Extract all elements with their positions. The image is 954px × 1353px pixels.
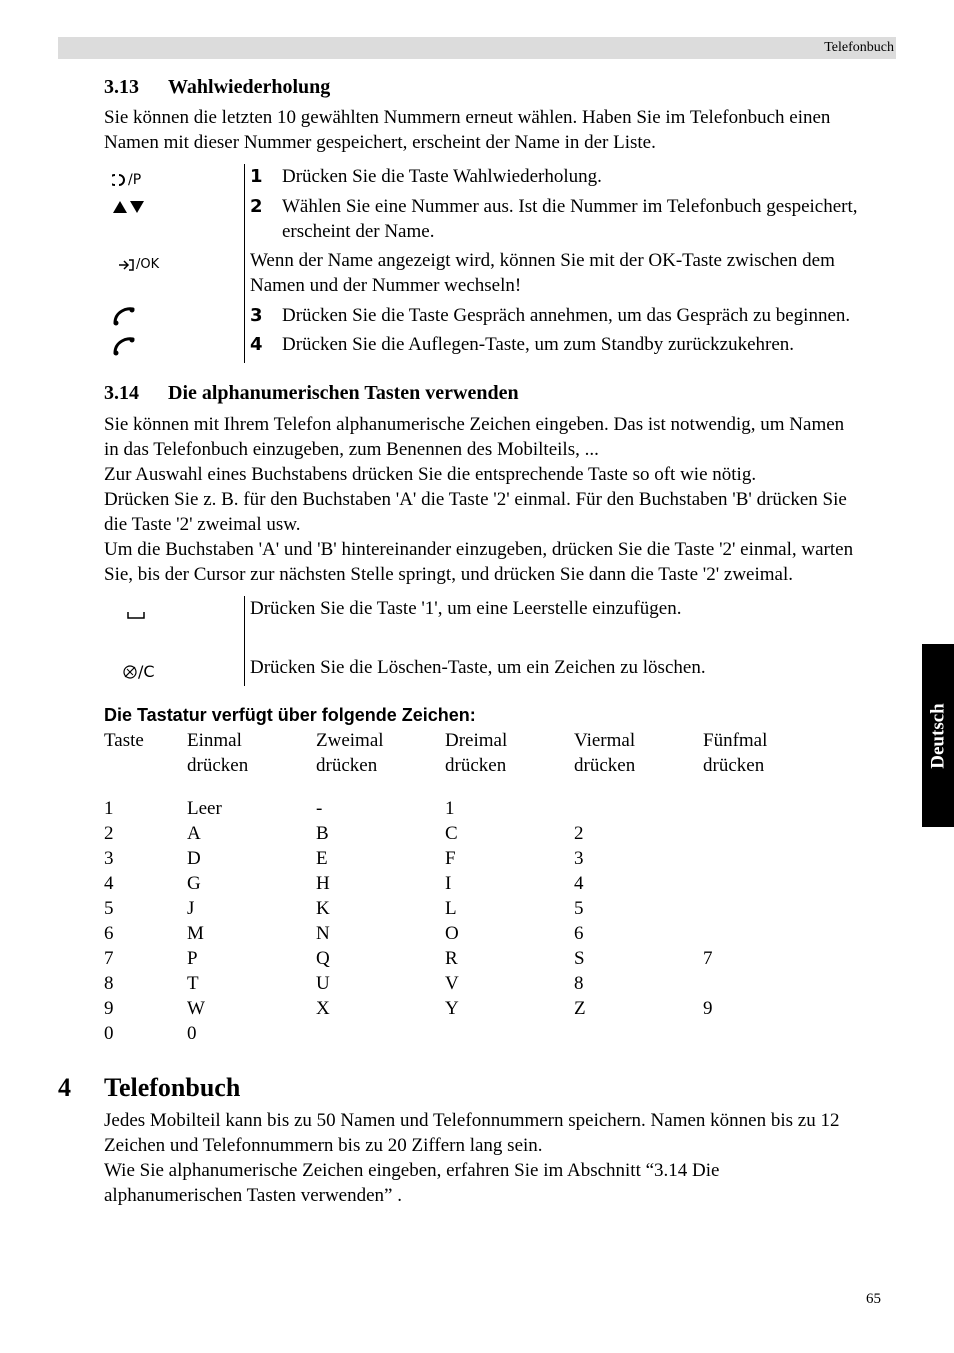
table-cell: J [187, 898, 195, 919]
table-header: Viermal [574, 730, 636, 751]
table-cell: Y [445, 998, 459, 1019]
space-key [126, 608, 146, 620]
table-cell: 8 [574, 973, 584, 994]
table-cell: 7 [703, 948, 713, 969]
keypad-table-title: Die Tastatur verfügt über folgende Zeichen: [104, 705, 476, 725]
table-cell: 1 [104, 798, 114, 819]
chapter-4-title: Telefonbuch [104, 1073, 241, 1102]
table-header: drücken [445, 755, 507, 776]
step-body [282, 303, 850, 328]
table-cell: 2 [104, 823, 114, 844]
intro-line: Drücken Sie z. B. für den Buchstaben 'A' die Taste '2' einmal. Für den Buchstaben 'B' drücken Sie [104, 489, 847, 510]
table-cell: I [445, 873, 452, 894]
ok-note [250, 248, 835, 298]
table-cell: 0 [104, 1023, 114, 1044]
ok-key-label: /OK [136, 257, 160, 272]
intro-line: in das Telefonbuch einzugeben, zum Benennen des Mobilteils, ... [104, 439, 599, 460]
navigation-keys [112, 198, 146, 214]
call-key [112, 306, 136, 326]
table-cell: 2 [574, 823, 584, 844]
intro-line: die Taste '2' zweimal usw. [104, 514, 301, 535]
table-cell: S [574, 948, 585, 969]
table-cell: 4 [104, 873, 114, 894]
language-tab [922, 644, 954, 827]
table-cell: E [316, 848, 328, 869]
redial-key [112, 170, 141, 193]
table-header: drücken [187, 755, 249, 776]
language-tab-label: Deutsch [927, 702, 949, 769]
step-body [282, 164, 602, 189]
running-header [58, 37, 896, 59]
step-number: 1 [250, 166, 263, 187]
step-line: Drücken Sie die Taste Gespräch annehmen, um das Gespräch zu beginnen. [282, 305, 851, 326]
body-line: Zeichen und Telefonnummern bis zu 20 Ziffern lang sein. [104, 1135, 543, 1156]
up-down-arrows-icon [112, 198, 146, 214]
table-header: Dreimal [445, 730, 508, 751]
table-cell: 7 [104, 948, 114, 969]
table-header: drücken [316, 755, 378, 776]
note-line: Namen und der Nummer wechseln! [250, 275, 522, 296]
table-cell: 3 [104, 848, 114, 869]
section-313-intro [104, 105, 896, 155]
intro-line: Sie können die letzten 10 gewählten Nummern erneut wählen. Haben Sie im Telefonbuch einen [104, 107, 831, 128]
step-line: Drücken Sie die Auflegen-Taste, um zum Standby zurückzukehren. [282, 334, 795, 355]
table-cell: 5 [574, 898, 584, 919]
phone-pickup-icon [112, 306, 136, 326]
space-action: Drücken Sie die Taste '1', um eine Leerstelle einzufügen. [250, 598, 682, 619]
table-cell: X [316, 998, 330, 1019]
table-cell: 1 [445, 798, 455, 819]
section-314-title: Die alphanumerischen Tasten verwenden [168, 382, 519, 404]
step-line: Wählen Sie eine Nummer aus. Ist die Nummer im Telefonbuch gespeichert, [282, 196, 858, 217]
delete-icon [122, 664, 138, 680]
table-cell: 4 [574, 873, 584, 894]
body-line: Wie Sie alphanumerische Zeichen eingeben, erfahren Sie im Abschnitt “3.14 Die [104, 1160, 720, 1181]
step-body [282, 332, 794, 357]
step-body [282, 194, 858, 244]
step-line: Drücken Sie die Taste Wahlwiederholung. [282, 166, 602, 187]
intro-line: Sie können mit Ihrem Telefon alphanumerische Zeichen eingeben. Das ist notwendig, um Namen [104, 414, 845, 435]
table-cell: H [316, 873, 330, 894]
table-cell: O [445, 923, 459, 944]
table-cell: Z [574, 998, 586, 1019]
table-cell: K [316, 898, 330, 919]
table-cell: 9 [104, 998, 114, 1019]
space-icon [126, 608, 146, 620]
redial-icon [112, 173, 128, 187]
intro-line: Zur Auswahl eines Buchstabens drücken Sie die entsprechende Taste so oft wie nötig. [104, 464, 757, 485]
intro-line: Namen mit dieser Nummer gespeichert, erscheint der Name in der Liste. [104, 132, 656, 153]
key-actions [104, 596, 896, 686]
table-header: Einmal [187, 730, 242, 751]
delete-key-label: /C [138, 662, 155, 681]
table-cell: Leer [187, 798, 222, 819]
section-314-intro [104, 412, 896, 587]
table-cell: F [445, 848, 456, 869]
section-314-heading [104, 380, 519, 406]
enter-arrow-icon [118, 258, 136, 272]
table-header: Fünfmal [703, 730, 768, 751]
table-cell: 6 [104, 923, 114, 944]
table-header: drücken [574, 755, 636, 776]
section-313-title: Wahlwiederholung [168, 76, 331, 98]
step-number: 2 [250, 196, 263, 217]
phone-hangup-icon [112, 336, 136, 356]
note-line: Wenn der Name angezeigt wird, können Sie mit der OK-Taste zwischen dem [250, 250, 835, 271]
table-cell: 8 [104, 973, 114, 994]
table-cell: W [187, 998, 205, 1019]
step-line: erscheint der Name. [282, 221, 435, 242]
header-title: Telefonbuch [824, 40, 894, 55]
table-header: Zweimal [316, 730, 384, 751]
intro-line: Um die Buchstaben 'A' und 'B' hintereinander einzugeben, drücken Sie die Taste '2' einmal, warten [104, 539, 854, 560]
divider-line [244, 596, 245, 686]
table-cell: A [187, 823, 201, 844]
chapter-4-body [104, 1108, 896, 1208]
table-cell: Q [316, 948, 330, 969]
chapter-4-heading [58, 1072, 240, 1104]
table-cell: 6 [574, 923, 584, 944]
redial-key-label: /P [128, 172, 142, 188]
table-cell: V [445, 973, 459, 994]
section-313-number: 3.13 [104, 76, 139, 98]
intro-line: Sie, bis der Cursor zur nächsten Stelle springt, und drücken Sie dann die Taste '2' zweimal. [104, 564, 794, 585]
table-cell: B [316, 823, 329, 844]
table-cell: R [445, 948, 458, 969]
table-cell: P [187, 948, 198, 969]
hangup-key [112, 336, 136, 356]
table-cell: U [316, 973, 330, 994]
step-number: 3 [250, 305, 263, 326]
table-cell: - [316, 798, 323, 819]
table-cell: T [187, 973, 199, 994]
page-number: 65 [866, 1291, 881, 1307]
chapter-4-number: 4 [58, 1073, 71, 1102]
ok-key [118, 255, 159, 279]
table-cell: 3 [574, 848, 584, 869]
table-cell: G [187, 873, 201, 894]
delete-key [122, 662, 155, 685]
table-cell: M [187, 923, 204, 944]
redial-steps [104, 164, 896, 363]
section-314-number: 3.14 [104, 382, 139, 404]
table-cell: 9 [703, 998, 713, 1019]
divider-line [244, 164, 245, 363]
body-line: alphanumerischen Tasten verwenden” . [104, 1185, 402, 1206]
body-line: Jedes Mobilteil kann bis zu 50 Namen und Telefonnummern speichern. Namen können bis zu 12 [104, 1110, 840, 1131]
table-cell: D [187, 848, 201, 869]
table-header: Taste [104, 730, 144, 751]
table-cell: 0 [187, 1023, 197, 1044]
section-313-heading [104, 74, 330, 100]
table-cell: L [445, 898, 457, 919]
table-header: drücken [703, 755, 765, 776]
delete-action: Drücken Sie die Löschen-Taste, um ein Zeichen zu löschen. [250, 657, 706, 678]
table-cell: 5 [104, 898, 114, 919]
table-cell: C [445, 823, 458, 844]
step-number: 4 [250, 334, 263, 355]
table-cell: N [316, 923, 330, 944]
